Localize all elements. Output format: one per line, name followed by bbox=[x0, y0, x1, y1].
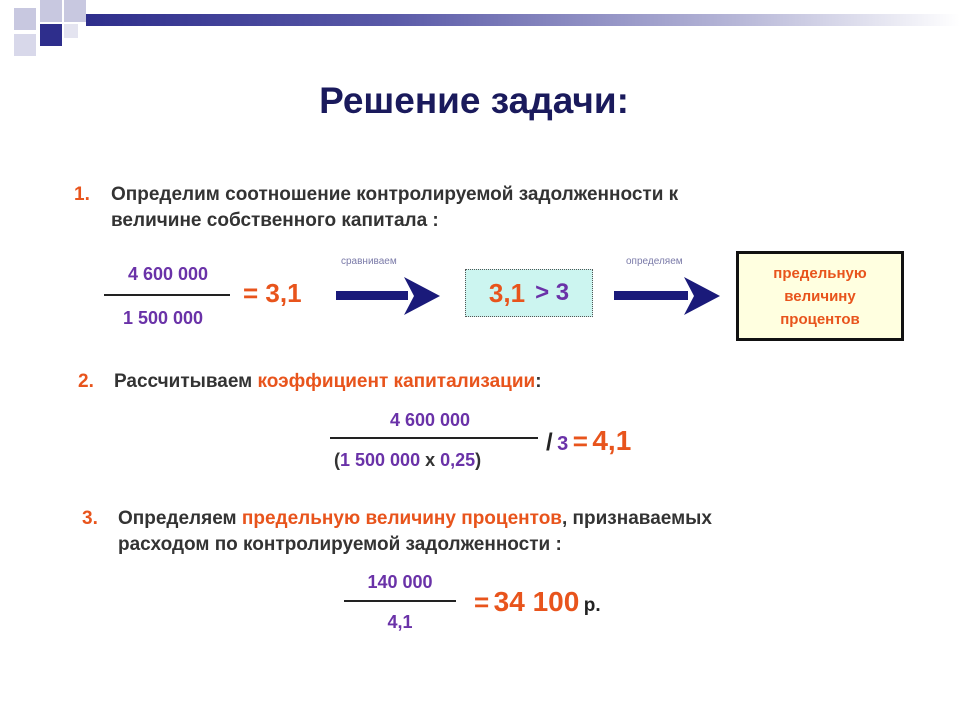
compare-box bbox=[465, 269, 593, 317]
step3-text-highlight: предельную величину процентов bbox=[241, 508, 562, 529]
result-box-line2: величину bbox=[784, 287, 856, 305]
right-arrow-icon bbox=[614, 275, 722, 317]
result-box-line1: предельную bbox=[773, 264, 867, 282]
step2-denom-open: ( bbox=[334, 450, 340, 470]
decor-square bbox=[40, 0, 62, 22]
step2-fraction-line bbox=[330, 437, 538, 439]
step2-divide-sign: / bbox=[546, 429, 553, 456]
step2-denominator bbox=[334, 450, 481, 471]
step3-text-prefix: Определяем bbox=[118, 508, 242, 529]
step3-unit: р. bbox=[583, 595, 601, 616]
compare-value: 3,1 bbox=[488, 277, 526, 308]
decor-square bbox=[64, 0, 86, 22]
step3-text bbox=[118, 506, 712, 558]
arrow1-label: сравниваем bbox=[341, 256, 397, 267]
step3-text-suffix: , признаваемых bbox=[561, 508, 712, 529]
step1-denominator: 1 500 000 bbox=[122, 308, 204, 328]
step2-text bbox=[114, 369, 542, 395]
result-box bbox=[736, 251, 904, 341]
step2-text-highlight: коэффициент капитализации bbox=[257, 371, 536, 392]
step2-denom-a: 1 500 000 bbox=[340, 450, 421, 470]
step3-result-value: 34 100 bbox=[493, 586, 580, 617]
step2-equals: = bbox=[572, 426, 588, 456]
step2-divisor: 3 bbox=[557, 433, 569, 455]
step3-result bbox=[474, 586, 601, 618]
decor-square bbox=[14, 34, 36, 56]
step2-result bbox=[546, 425, 631, 457]
step2-number: 2. bbox=[78, 371, 94, 392]
step3-number: 3. bbox=[82, 508, 98, 529]
step2-denom-close: ) bbox=[475, 450, 482, 470]
arrow2-label: определяем bbox=[626, 256, 683, 267]
decor-square bbox=[40, 24, 62, 46]
step1-numerator: 4 600 000 bbox=[127, 264, 209, 284]
step2-denom-x: х bbox=[420, 450, 441, 470]
step3-text-line2: расходом по контролируемой задолженности : bbox=[118, 534, 562, 555]
step1-text-line1: Определим соотношение контролируемой задолженности к bbox=[111, 184, 679, 205]
step3-denominator: 4,1 bbox=[387, 612, 413, 632]
decor-square bbox=[14, 8, 36, 30]
header-bar bbox=[86, 14, 960, 26]
step2-text-prefix: Рассчитываем bbox=[114, 371, 258, 392]
decor-square bbox=[64, 24, 78, 38]
right-arrow-icon bbox=[336, 275, 442, 317]
step1-result bbox=[243, 278, 302, 309]
step2-numerator: 4 600 000 bbox=[389, 410, 471, 430]
step3-fraction-line bbox=[344, 600, 456, 602]
step2-text-suffix: : bbox=[535, 371, 542, 392]
compare-op: > 3 bbox=[535, 279, 570, 306]
step2-denom-b: 0,25 bbox=[440, 450, 476, 470]
step3-numerator: 140 000 bbox=[367, 572, 433, 592]
step1-equals: = bbox=[243, 278, 259, 308]
page-title: Решение задачи: bbox=[319, 80, 629, 121]
step2-result-value: 4,1 bbox=[592, 425, 632, 456]
step3-text-line1 bbox=[118, 506, 712, 532]
step3-equals: = bbox=[474, 587, 490, 617]
step1-fraction-line bbox=[104, 294, 230, 296]
step1-text-line2: величине собственного капитала : bbox=[111, 210, 439, 231]
step1-result-value: 3,1 bbox=[265, 278, 302, 308]
step1-text bbox=[111, 182, 678, 234]
step1-number: 1. bbox=[74, 184, 90, 205]
result-box-line3: процентов bbox=[780, 310, 860, 328]
